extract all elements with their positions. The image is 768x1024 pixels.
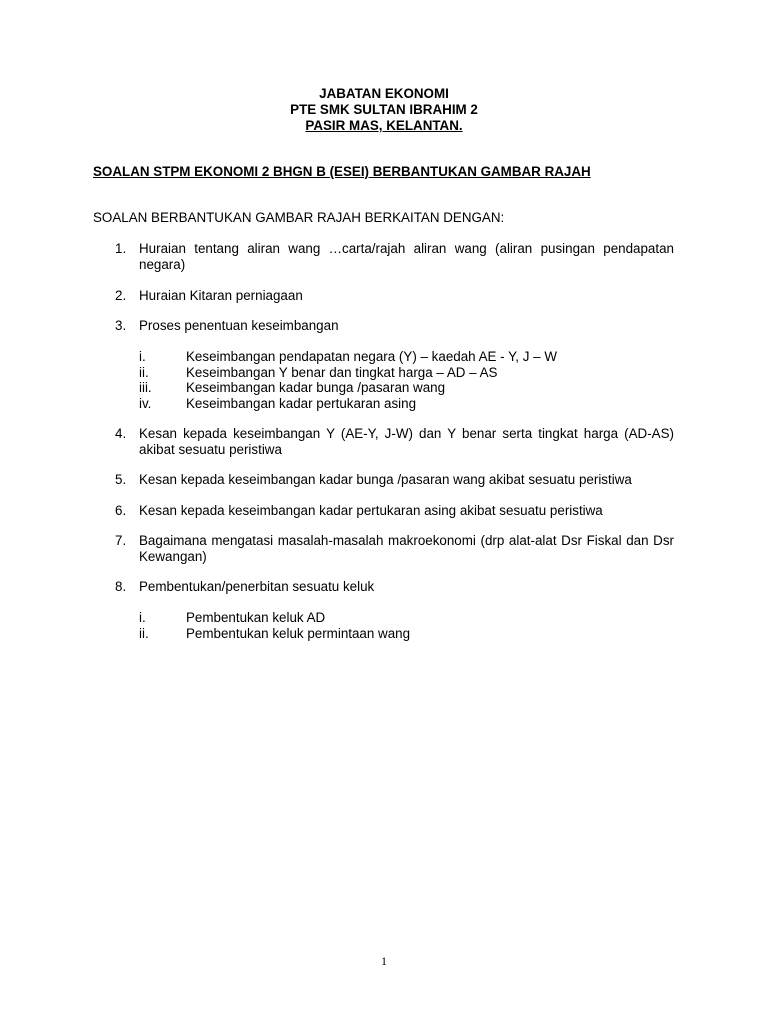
sub-list-text: Keseimbangan Y benar dan tingkat harga – AD – AS (186, 365, 498, 380)
intro-text: SOALAN BERBANTUKAN GAMBAR RAJAH BERKAITAN DENGAN: (93, 210, 505, 225)
sub-list-item (139, 610, 659, 626)
sub-list-item (139, 349, 659, 365)
list-item (93, 472, 674, 488)
sub-list-number: iii. (139, 380, 152, 395)
sub-list-text: Pembentukan keluk AD (186, 610, 326, 625)
sub-list-item (139, 396, 659, 412)
sub-list-number: ii. (139, 365, 149, 380)
document-title: SOALAN STPM EKONOMI 2 BHGN B (ESEI) BERBANTUKAN GAMBAR RAJAH (93, 164, 591, 179)
list-item-text: Bagaimana mengatasi masalah-masalah makroekonomi (drp alat-alat Dsr Fiskal dan Dsr Kewangan) (139, 533, 674, 564)
list-item-number: 1. (115, 241, 127, 256)
list-item-number: 8. (115, 579, 127, 594)
list-item (93, 426, 674, 458)
sub-list-text: Keseimbangan kadar bunga /pasaran wang (186, 380, 446, 395)
sub-list-item (139, 380, 659, 396)
list-item (93, 288, 674, 304)
list-item (93, 533, 674, 565)
list-item-number: 4. (115, 426, 127, 441)
list-item-number: 6. (115, 503, 127, 518)
list-item-text: Kesan kepada keseimbangan kadar bunga /pasaran wang akibat sesuatu peristiwa (139, 472, 632, 487)
department-name: JABATAN EKONOMI (319, 86, 449, 101)
sub-list-text: Keseimbangan pendapatan negara (Y) – kaedah AE - Y, J – W (186, 349, 557, 364)
school-name: PTE SMK SULTAN IBRAHIM 2 (290, 102, 478, 117)
list-item-text: Kesan kepada keseimbangan kadar pertukaran asing akibat sesuatu peristiwa (139, 503, 603, 518)
page-number: 1 (381, 954, 387, 968)
list-item (93, 579, 674, 595)
sub-list-number: ii. (139, 626, 149, 641)
list-item-text: Kesan kepada keseimbangan Y (AE-Y, J-W) dan Y benar serta tingkat harga (AD-AS) akibat sesuatu peristiwa (139, 426, 674, 457)
list-item-number: 7. (115, 533, 127, 548)
sub-list-item (139, 626, 659, 642)
sub-list-text: Keseimbangan kadar pertukaran asing (186, 396, 417, 411)
list-item-number: 2. (115, 288, 127, 303)
sub-list-item (139, 365, 659, 381)
document-header (0, 86, 768, 134)
list-item (93, 503, 674, 519)
list-item-text: Proses penentuan keseimbangan (139, 318, 339, 333)
sub-list-number: i. (139, 349, 146, 364)
sub-list-number: iv. (139, 396, 152, 411)
list-item (93, 241, 674, 273)
sub-list-text: Pembentukan keluk permintaan wang (186, 626, 411, 641)
list-item-number: 3. (115, 318, 127, 333)
list-item-text: Huraian Kitaran perniagaan (139, 288, 303, 303)
list-item-text: Pembentukan/penerbitan sesuatu keluk (139, 579, 375, 594)
sub-list-number: i. (139, 610, 146, 625)
list-item-text: Huraian tentang aliran wang …carta/rajah aliran wang (aliran pusingan pendapatan negara) (139, 241, 674, 272)
school-location: PASIR MAS, KELANTAN. (305, 118, 463, 133)
list-item-number: 5. (115, 472, 127, 487)
list-item (93, 318, 674, 334)
